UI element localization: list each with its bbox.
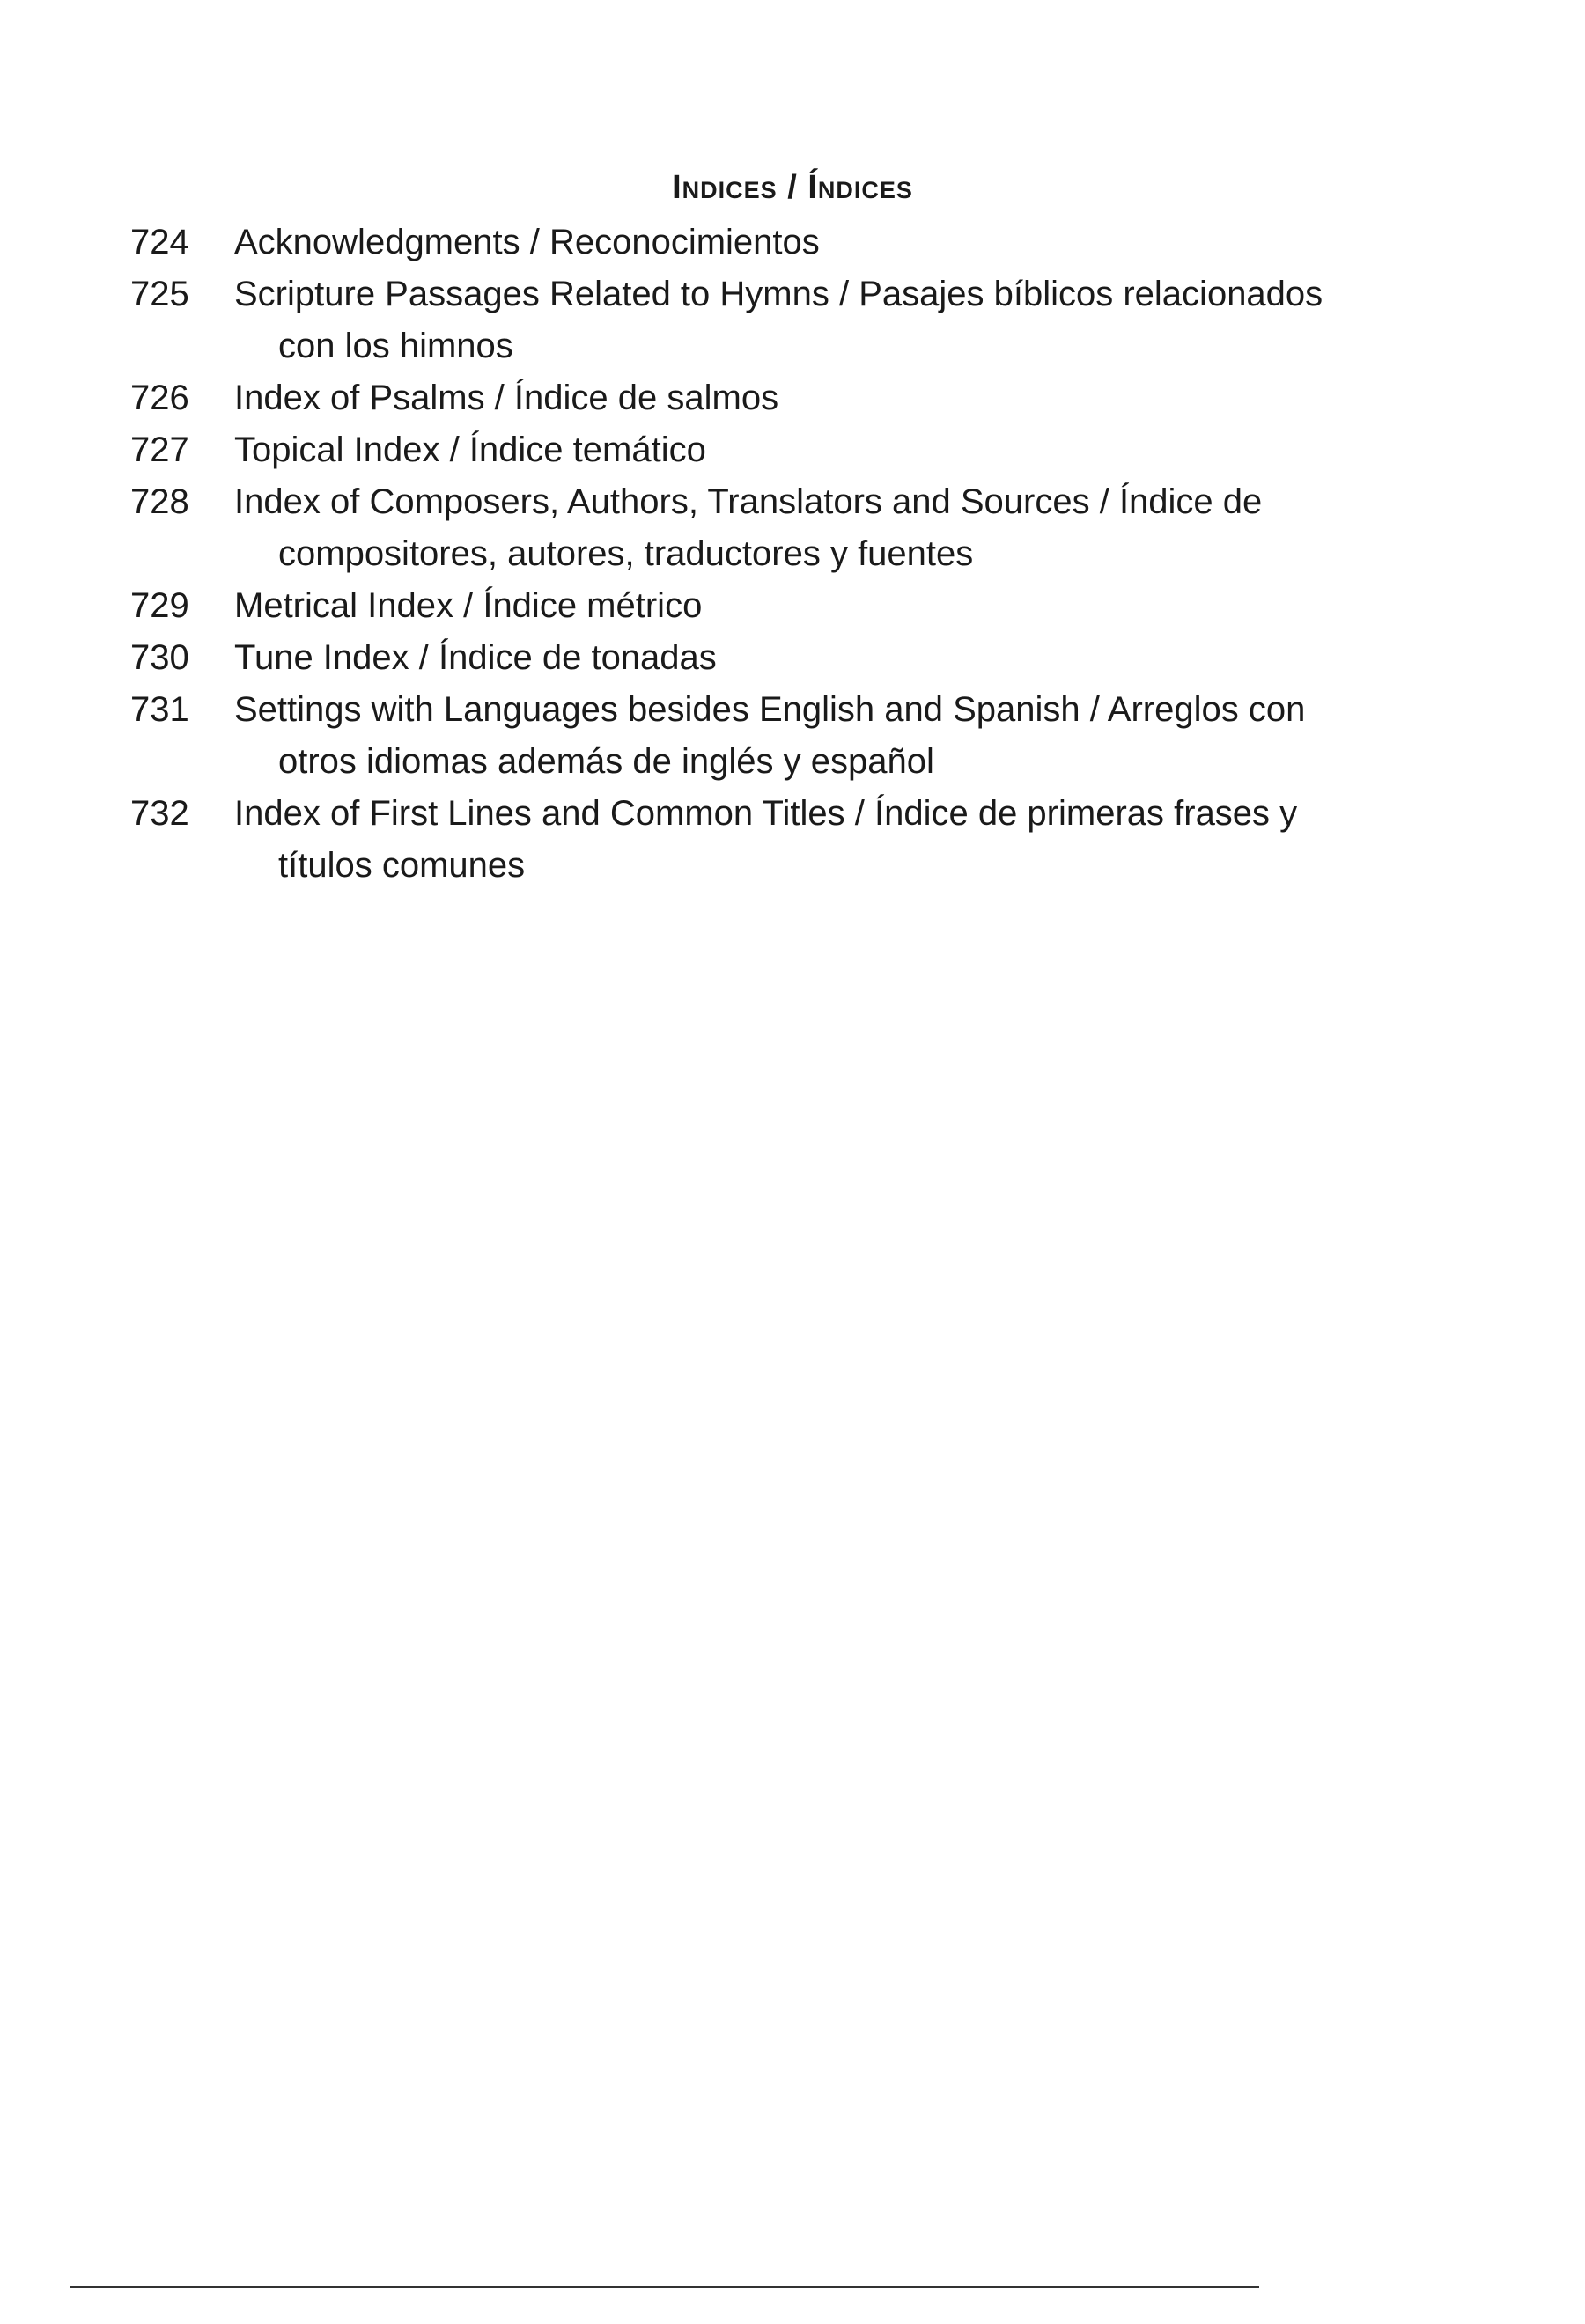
entry-number: 729 (130, 586, 189, 625)
list-item (130, 476, 1381, 580)
entry-title: Topical Index / Índice temático (234, 430, 706, 469)
entry-title: Index of First Lines and Common Titles / Índice de primeras frases y títulos comunes (234, 794, 1298, 885)
list-item (130, 788, 1381, 892)
list-item (130, 580, 1381, 632)
list-item (130, 424, 1381, 476)
entry-number: 727 (130, 430, 189, 469)
entry-number: 731 (130, 690, 189, 729)
entry-title: Index of Composers, Authors, Translators and Sources / Índice de compositores, autores, traductores y fuentes (234, 482, 1263, 573)
entry-title: Metrical Index / Índice métrico (234, 586, 703, 625)
list-item (130, 268, 1381, 372)
page-title: Indices / Índices (672, 169, 913, 206)
index-list (130, 217, 1381, 892)
entry-title: Index of Psalms / Índice de salmos (234, 379, 779, 417)
entry-number: 730 (130, 638, 189, 677)
entry-number: 724 (130, 223, 189, 261)
entry-number: 725 (130, 275, 189, 313)
entry-title: Scripture Passages Related to Hymns / Pasajes bíblicos relacionados con los himnos (234, 275, 1323, 365)
entry-number: 728 (130, 482, 189, 521)
entry-title: Tune Index / Índice de tonadas (234, 638, 717, 677)
list-item (130, 632, 1381, 684)
footer-divider (70, 2286, 1259, 2288)
entry-number: 732 (130, 794, 189, 833)
list-item (130, 684, 1381, 788)
entry-number: 726 (130, 379, 189, 417)
list-item (130, 372, 1381, 424)
entry-title: Settings with Languages besides English and Spanish / Arreglos con otros idiomas además de inglés y español (234, 690, 1306, 781)
list-item (130, 217, 1381, 268)
entry-title: Acknowledgments / Reconocimientos (234, 223, 820, 261)
